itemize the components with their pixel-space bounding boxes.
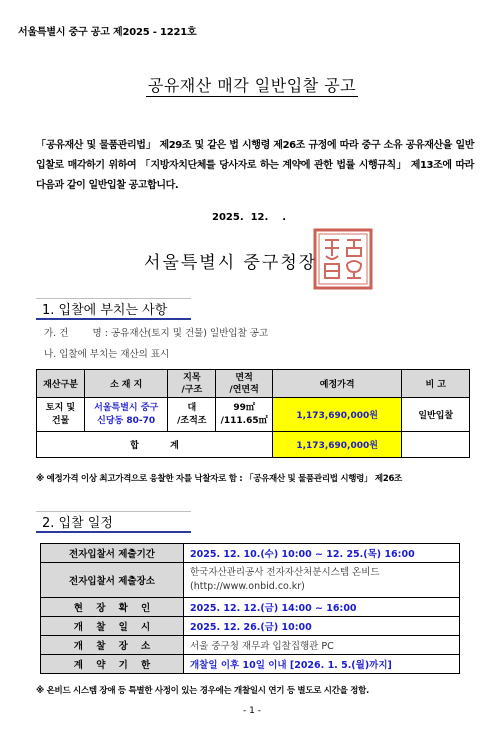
table-row xyxy=(41,563,460,598)
item-property-label: 나. 입찰에 부치는 재산의 표시 xyxy=(44,349,170,360)
issuing-authority: 서울특별시 중구청장 xyxy=(144,253,318,273)
cell-note: 일반입찰 xyxy=(402,398,470,432)
col-header-location: 소 재 지 xyxy=(85,370,168,398)
official-seal-icon xyxy=(313,228,373,290)
page-title: 공유재산 매각 일반입찰 공고 xyxy=(147,76,357,95)
col-header-area: 면적 /연면적 xyxy=(216,370,273,398)
page-number: - 1 - xyxy=(243,706,261,716)
schedule-value-submit-period: 2025. 12. 10.(수) 10:00 ~ 12. 25.(목) 16:00 xyxy=(184,544,460,563)
cell-location: 서울특별시 중구 신당동 80-70 xyxy=(85,398,168,432)
schedule-label-submit-period: 전자입찰서 제출기간 xyxy=(41,544,184,563)
total-label: 합 계 xyxy=(37,432,273,458)
cell-category: 토지 및 건물 xyxy=(37,398,85,432)
item-title: 가. 건 명 : 공유재산(토지 및 건물) 일반입찰 공고 xyxy=(44,328,269,339)
col-header-category: 재산구분 xyxy=(37,370,85,398)
total-price: 1,173,690,000원 xyxy=(272,432,402,458)
body-paragraph: 「공유재산 및 물품관리법」 제29조 및 같은 법 시행령 제26조 규정에 따라 중구 소유 공유재산을 일반입찰로 매각하기 위하여 「지방자치단체를 당사자로 하는 계약에 관한 법률 시행규칙」 제13조에 따라 다음과 같이 일반입찰 공고합니다. xyxy=(36,140,474,191)
section-2-heading: 2. 입찰 일정 xyxy=(36,511,191,533)
table-row xyxy=(41,617,460,636)
section-1-heading: 1. 입찰에 부치는 사항 xyxy=(36,298,191,320)
col-header-note: 비 고 xyxy=(402,370,470,398)
schedule-value-opening-time: 2025. 12. 26.(금) 10:00 xyxy=(184,617,460,636)
schedule-label-opening-time: 개 찰 일 시 xyxy=(41,617,184,636)
table-row xyxy=(41,544,460,563)
col-header-price: 예정가격 xyxy=(272,370,402,398)
schedule-label-site-visit: 현 장 확 인 xyxy=(41,598,184,617)
schedule-label-submit-place: 전자입찰서 제출장소 xyxy=(41,563,184,598)
document-number: 서울특별시 중구 공고 제2025 - 1221호 xyxy=(18,27,197,38)
table-row xyxy=(37,398,470,432)
schedule-note: ※ 온비드 시스템 장애 등 특별한 사정이 있는 경우에는 개찰일시 연기 등 별도로 시간을 정함. xyxy=(36,686,369,696)
table-row xyxy=(41,655,460,674)
cell-price: 1,173,690,000원 xyxy=(272,398,402,432)
schedule-value-submit-place: 한국자산관리공사 전자자산처분시스템 온비드 (http://www.onbid.co.kr) xyxy=(184,563,460,598)
schedule-value-opening-place: 서울 중구청 재무과 입찰집행관 PC xyxy=(184,636,460,655)
announcement-date: 2025. 12. . xyxy=(212,212,287,223)
table-row xyxy=(41,598,460,617)
property-table xyxy=(36,369,470,458)
table-row xyxy=(41,636,460,655)
schedule-label-contract-deadline: 계 약 기 한 xyxy=(41,655,184,674)
total-empty-cell xyxy=(402,432,470,458)
bid-note: ※ 예정가격 이상 최고가격으로 응찰한 자를 낙찰자로 함 : 「공유재산 및 물품관리법 시행령」 제26조 xyxy=(36,474,402,484)
schedule-value-contract-deadline: 개찰일 이후 10일 이내 [2026. 1. 5.(월)까지] xyxy=(184,655,460,674)
cell-land-type: 대 /조적조 xyxy=(168,398,216,432)
table-header-row xyxy=(37,370,470,398)
schedule-table xyxy=(40,543,460,674)
schedule-value-site-visit: 2025. 12. 12.(금) 14:00 ~ 16:00 xyxy=(184,598,460,617)
col-header-land-type: 지목 /구조 xyxy=(168,370,216,398)
cell-area: 99㎡ /111.65㎡ xyxy=(216,398,273,432)
table-total-row xyxy=(37,432,470,458)
schedule-label-opening-place: 개 찰 장 소 xyxy=(41,636,184,655)
